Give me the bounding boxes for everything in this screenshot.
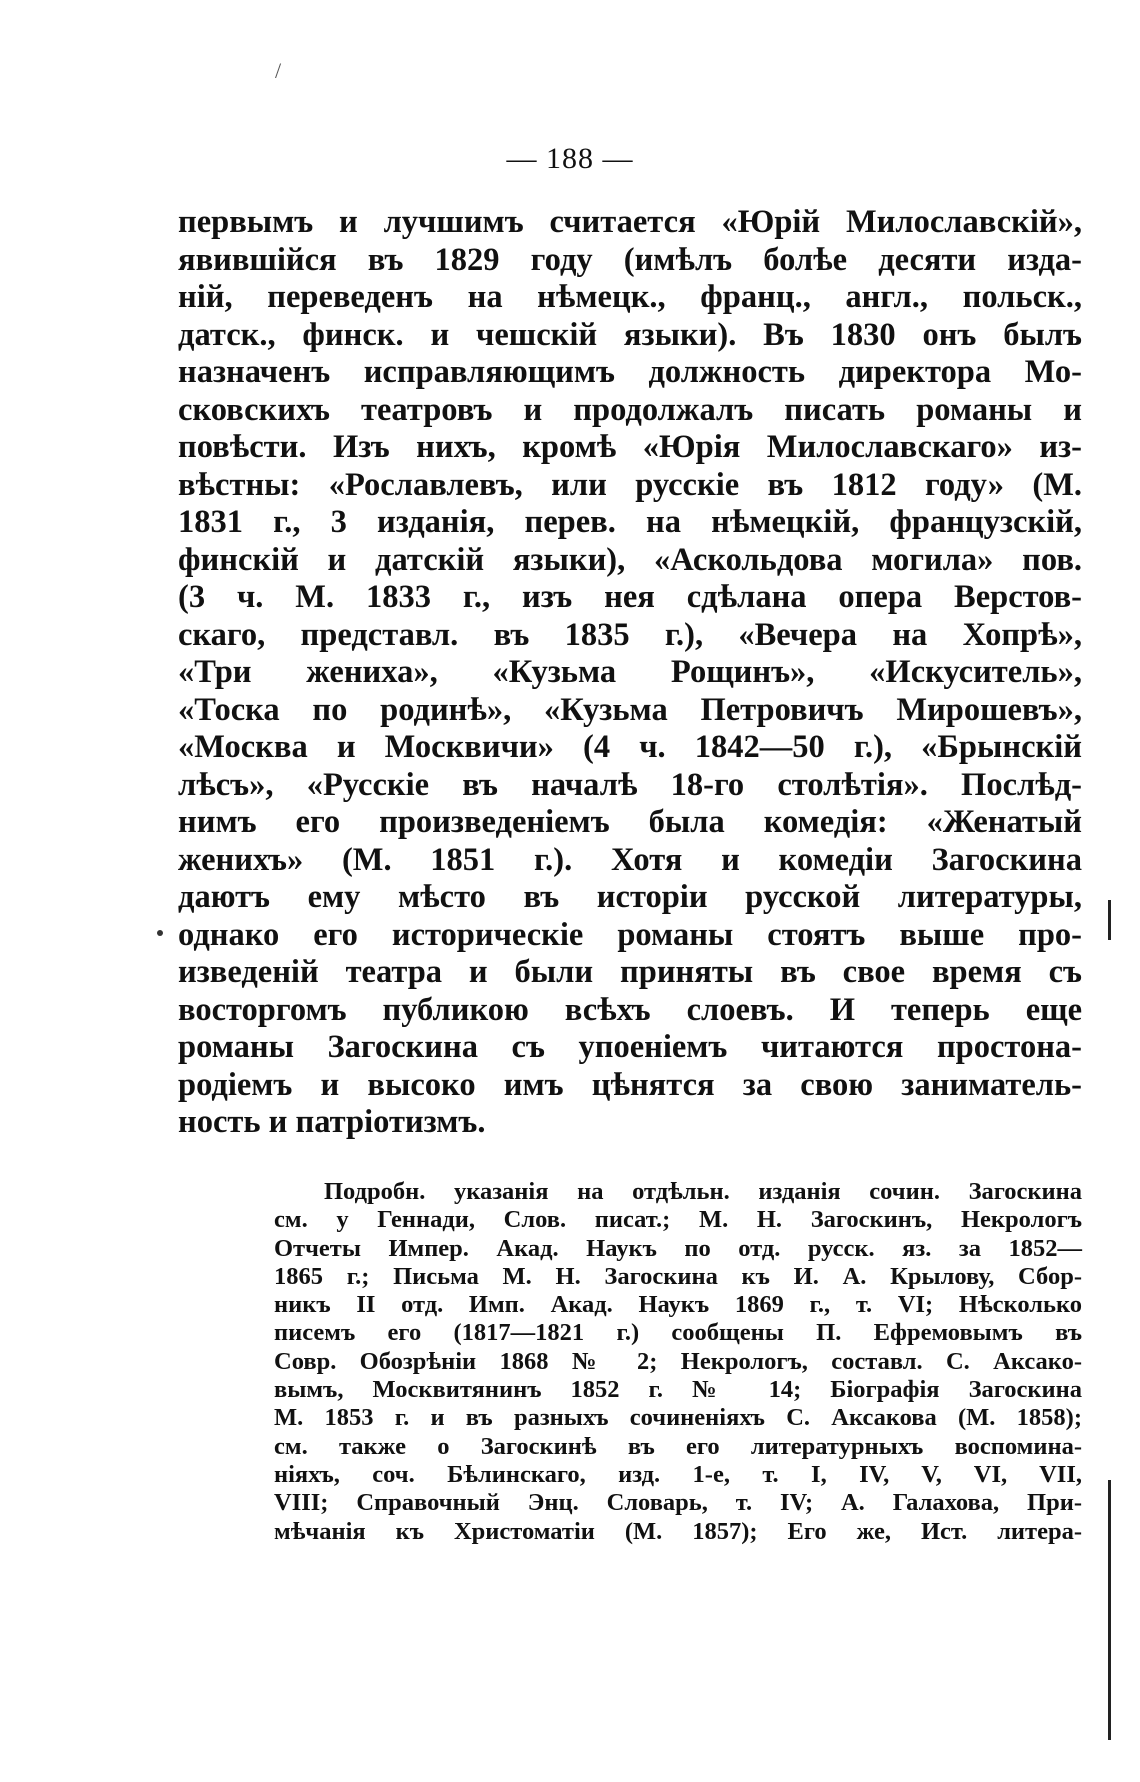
footnote-line: никъ II отд. Имп. Акад. Наукъ 1869 г., т. VI; Нѣсколько [274, 1291, 1082, 1319]
margin-rule [1108, 900, 1111, 940]
main-text-block [178, 204, 1082, 1142]
text-line: «Три жениха», «Кузьма Рощинъ», «Искуситель», [178, 654, 1082, 690]
margin-dot [157, 930, 163, 936]
text-line: датск., финск. и чешскій языки). Въ 1830 онъ былъ [178, 316, 1082, 353]
footnote-line: вымъ, Москвитянинъ 1852 г. № 14; Біографія Загоскина [274, 1376, 1082, 1404]
text-line: 1831 г., 3 изданія, перев. на нѣмецкій, французскій, [178, 504, 1082, 540]
text-line: даютъ ему мѣсто въ исторіи русской литературы, [178, 879, 1082, 915]
text-line: романы Загоскина съ упоеніемъ читаются простона- [178, 1029, 1082, 1065]
text-line: явившійся въ 1829 году (имѣлъ болѣе десяти изда- [178, 241, 1082, 278]
text-line: «Москва и Москвичи» (4 ч. 1842—50 г.), «Брынскій [178, 729, 1082, 765]
footnote-line: 1865 г.; Письма М. Н. Загоскина къ И. А. Крылову, Сбор- [274, 1262, 1082, 1290]
margin-rule [1108, 1480, 1111, 1740]
text-line: (3 ч. М. 1833 г., изъ нея сдѣлана опера Верстов- [178, 579, 1082, 615]
footnote-line: VIII; Справочный Энц. Словарь, т. IV; А. Галахова, При- [274, 1489, 1082, 1517]
footnote-line: Отчеты Импер. Акад. Наукъ по отд. русск. яз. за 1852— [274, 1234, 1082, 1262]
footnote-line: Совр. Обозрѣніи 1868 № 2; Некрологъ, составл. С. Аксако- [274, 1347, 1082, 1375]
text-line: первымъ и лучшимъ считается «Юрій Милославскій», [178, 204, 1082, 240]
footnote-line: Подробн. указанія на отдѣльн. изданія сочин. Загоскина [324, 1178, 1082, 1205]
page-number: — 188 — [506, 142, 634, 175]
text-line: ность и патріотизмъ. [178, 1104, 486, 1140]
text-line: родіемъ и высоко имъ цѣнятся за свою заниматель- [178, 1066, 1082, 1103]
stray-ink-mark: / [275, 58, 282, 83]
text-line: однако его историческіе романы стоятъ выше про- [178, 916, 1082, 953]
text-line: ній, переведенъ на нѣмецк., франц., англ., польск., [178, 279, 1082, 315]
footnote-line: ніяхъ, соч. Бѣлинскаго, изд. 1-е, т. I, IV, V, VI, VII, [274, 1460, 1082, 1488]
footnote-line: писемъ его (1817—1821 г.) сообщены П. Ефремовымъ въ [274, 1319, 1082, 1347]
text-line: «Тоска по родинѣ», «Кузьма Петровичъ Мирошевъ», [178, 691, 1082, 728]
text-line: назначенъ исправляющимъ должность директора Мо- [178, 354, 1082, 390]
footnote-line: М. 1853 г. и въ разныхъ сочиненіяхъ С. Аксакова (М. 1858); [274, 1404, 1082, 1432]
footnote-line: см. у Геннади, Слов. писат.; М. Н. Загоскинъ, Некрологъ [274, 1206, 1082, 1234]
text-line: нимъ его произведеніемъ была комедія: «Женатый [178, 804, 1082, 840]
footnote-block [274, 1178, 1082, 1546]
text-line: финскій и датскій языки), «Аскольдова могила» пов. [178, 541, 1082, 578]
text-line: лѣсъ», «Русскіе въ началѣ 18-го столѣтія». Послѣд- [178, 766, 1082, 803]
footnote-line: см. также о Загоскинѣ въ его литературныхъ воспомина- [274, 1432, 1082, 1460]
text-line: вѣстны: «Рославлевъ, или русскіе въ 1812 году» (М. [178, 466, 1082, 503]
text-line: женихъ» (М. 1851 г.). Хотя и комедіи Загоскина [178, 841, 1082, 878]
text-line: изведеній театра и были приняты въ свое время съ [178, 954, 1082, 990]
text-line: повѣсти. Изъ нихъ, кромѣ «Юрія Милославскаго» из- [178, 429, 1082, 465]
text-line: восторгомъ публикою всѣхъ слоевъ. И теперь еще [178, 991, 1082, 1028]
text-line: сковскихъ театровъ и продолжалъ писать романы и [178, 391, 1082, 428]
text-line: скаго, представл. въ 1835 г.), «Вечера на Хопрѣ», [178, 616, 1082, 653]
footnote-line: мѣчанія къ Христоматіи (М. 1857); Его же, Ист. литера- [274, 1517, 1082, 1545]
